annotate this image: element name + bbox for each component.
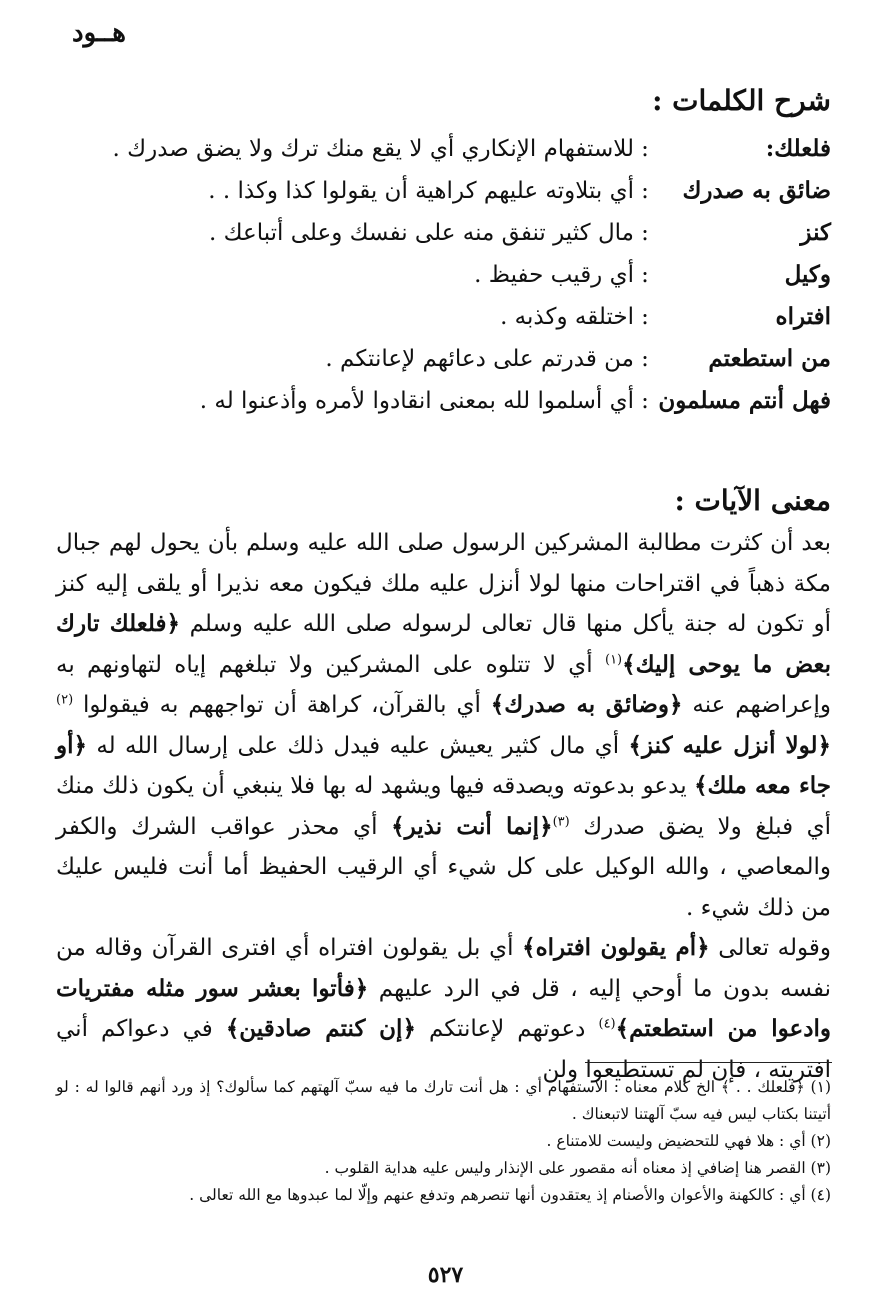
glossary-term: كنز	[800, 219, 831, 246]
glossary-list	[61, 128, 831, 422]
quran-quote: ﴿أو جاء معه ملك﴾	[56, 731, 831, 799]
verses-meaning-title: معنى الآيات :	[674, 484, 831, 517]
glossary-title: شرح الكلمات :	[652, 84, 831, 117]
text-run: أي مال كثير يعيش عليه فيدل ذلك على إرسال الله له	[86, 732, 629, 759]
glossary-colon: :	[641, 304, 649, 330]
glossary-definition: من قدرتم على دعائهم لإعانتكم .	[325, 346, 634, 372]
glossary-colon: :	[641, 136, 649, 162]
commentary-paragraph	[56, 928, 831, 1090]
footnote-ref: (١)	[604, 651, 623, 667]
commentary-body	[56, 523, 831, 1090]
text-run: أي لا تتلوه على المشركين ولا تبلغهم إياه لتهاونهم به وإعراضهم عنه	[56, 651, 831, 718]
glossary-term: وكيل	[784, 261, 831, 288]
commentary-paragraph	[56, 523, 831, 928]
footnote: (١) ﴿فلعلك . . ﴾ الخ كلام معناه : الاستفهام أي : هل أنت تارك ما فيه سبّ آلهتهم كما سألوك؟ إذ ورد أنهم قالوا له : لو أتيتنا بكتاب ليس فيه سبّ آلهتنا لاتبعناك .	[56, 1078, 831, 1123]
text-run: بعد أن كثرت مطالبة المشركين الرسول صلى الله عليه وسلم بأن يحول لهم جبال مكة ذهباً في اقتراحات منها لولا أنزل عليه ملك فيكون معه نذيرا أو يلقى إليه كنز أو تكون له جنة يأكل منها قال تعالى لرسوله صلى الله عليه وسلم	[56, 530, 831, 637]
footnote-ref: (٢)	[56, 692, 74, 708]
footnote-ref: (٤)	[598, 1016, 616, 1032]
glossary-colon: :	[641, 178, 649, 204]
footnote: (٤) أي : كالكهنة والأعوان والأصنام إذ يعتقدون أنها تنصرهم وتدفع عنهم وإلّا لما عبدوها مع الله تعالى .	[189, 1186, 831, 1204]
glossary-term: من استطعتم	[708, 345, 831, 372]
glossary-row	[61, 338, 831, 380]
quran-quote: ﴿لولا أنزل عليه كنز﴾	[628, 731, 831, 759]
footnote-divider	[585, 1062, 832, 1063]
glossary-row	[61, 170, 831, 212]
footnote-ref: (٣)	[552, 813, 570, 829]
glossary-term: فلعلك:	[765, 135, 831, 162]
quran-quote: ﴿فلعلك تارك بعض ما يوحى إليك﴾	[56, 610, 831, 678]
footnote: (٢) أي : هلا فهي للتحضيض وليست للامتناع .	[546, 1132, 831, 1150]
text-run: أي بالقرآن، كراهة أن تواجههم به فيقولوا	[73, 692, 491, 718]
page-number: ٥٢٧	[427, 1262, 464, 1288]
glossary-row	[61, 212, 831, 254]
glossary-term: فهل أنتم مسلمون	[658, 387, 831, 414]
glossary-definition: للاستفهام الإنكاري أي لا يقع منك ترك ولا يضق صدرك .	[112, 136, 634, 162]
text-run: أي بل يقولون افتراه أي افترى القرآن وقاله من نفسه بدون ما أوحي إليه ، قل في الرد عليهم	[56, 935, 832, 1002]
text-run: يدعو بدعوته ويصدقه فيها ويشهد له بها فلا ينبغي أن يكون ذلك منك أي فبلغ ولا يضق صدرك	[56, 773, 831, 840]
glossary-row	[61, 128, 831, 170]
text-run: أي محذر عواقب الشرك والكفر والمعاصي ، والله الوكيل على كل شيء أي الرقيب الحفيظ أما أنت فليس عليك من ذلك شيء .	[56, 813, 831, 921]
glossary-colon: :	[641, 346, 649, 372]
footnotes	[56, 1074, 831, 1209]
glossary-term: افتراه	[775, 303, 831, 330]
text-run: دعوتهم لإعانتكم	[415, 1016, 599, 1042]
footnote: (٣) القصر هنا إضافي إذ معناه أنه مقصور على الإنذار وليس عليه هداية القلوب .	[324, 1159, 831, 1177]
quran-quote: ﴿أم يقولون افتراه﴾	[522, 934, 710, 961]
glossary-definition: اختلقه وكذبه .	[500, 304, 634, 330]
glossary-row	[61, 254, 831, 296]
quran-quote: ﴿فأتوا بعشر سور مثله مفتريات وادعوا من استطعتم﴾	[56, 974, 831, 1042]
text-run: في دعواكم أني افتريته ، فإن لم تستطيعوا ولن	[56, 1016, 831, 1083]
glossary-definition: أي بتلاوته عليهم كراهية أن يقولوا كذا وكذا . .	[208, 178, 634, 204]
glossary-colon: :	[641, 262, 649, 288]
glossary-row	[61, 296, 831, 338]
quran-quote: ﴿إن كنتم صادقين﴾	[225, 1015, 416, 1042]
glossary-definition: مال كثير تنفق منه على نفسك وعلى أتباعك .	[208, 220, 634, 246]
glossary-row	[61, 380, 831, 422]
quran-quote: ﴿وضائق به صدرك﴾	[490, 691, 683, 718]
glossary-definition: أي رقيب حفيظ .	[474, 262, 634, 288]
running-head: هــود	[72, 18, 126, 48]
glossary-colon: :	[641, 388, 649, 414]
glossary-definition: أي أسلموا لله بمعنى انقادوا لأمره وأذعنوا له .	[199, 388, 634, 414]
glossary-colon: :	[641, 220, 649, 246]
text-run: وقوله تعالى	[709, 935, 831, 961]
glossary-term: ضائق به صدرك	[682, 177, 831, 204]
quran-quote: ﴿إنما أنت نذير﴾	[391, 812, 553, 840]
